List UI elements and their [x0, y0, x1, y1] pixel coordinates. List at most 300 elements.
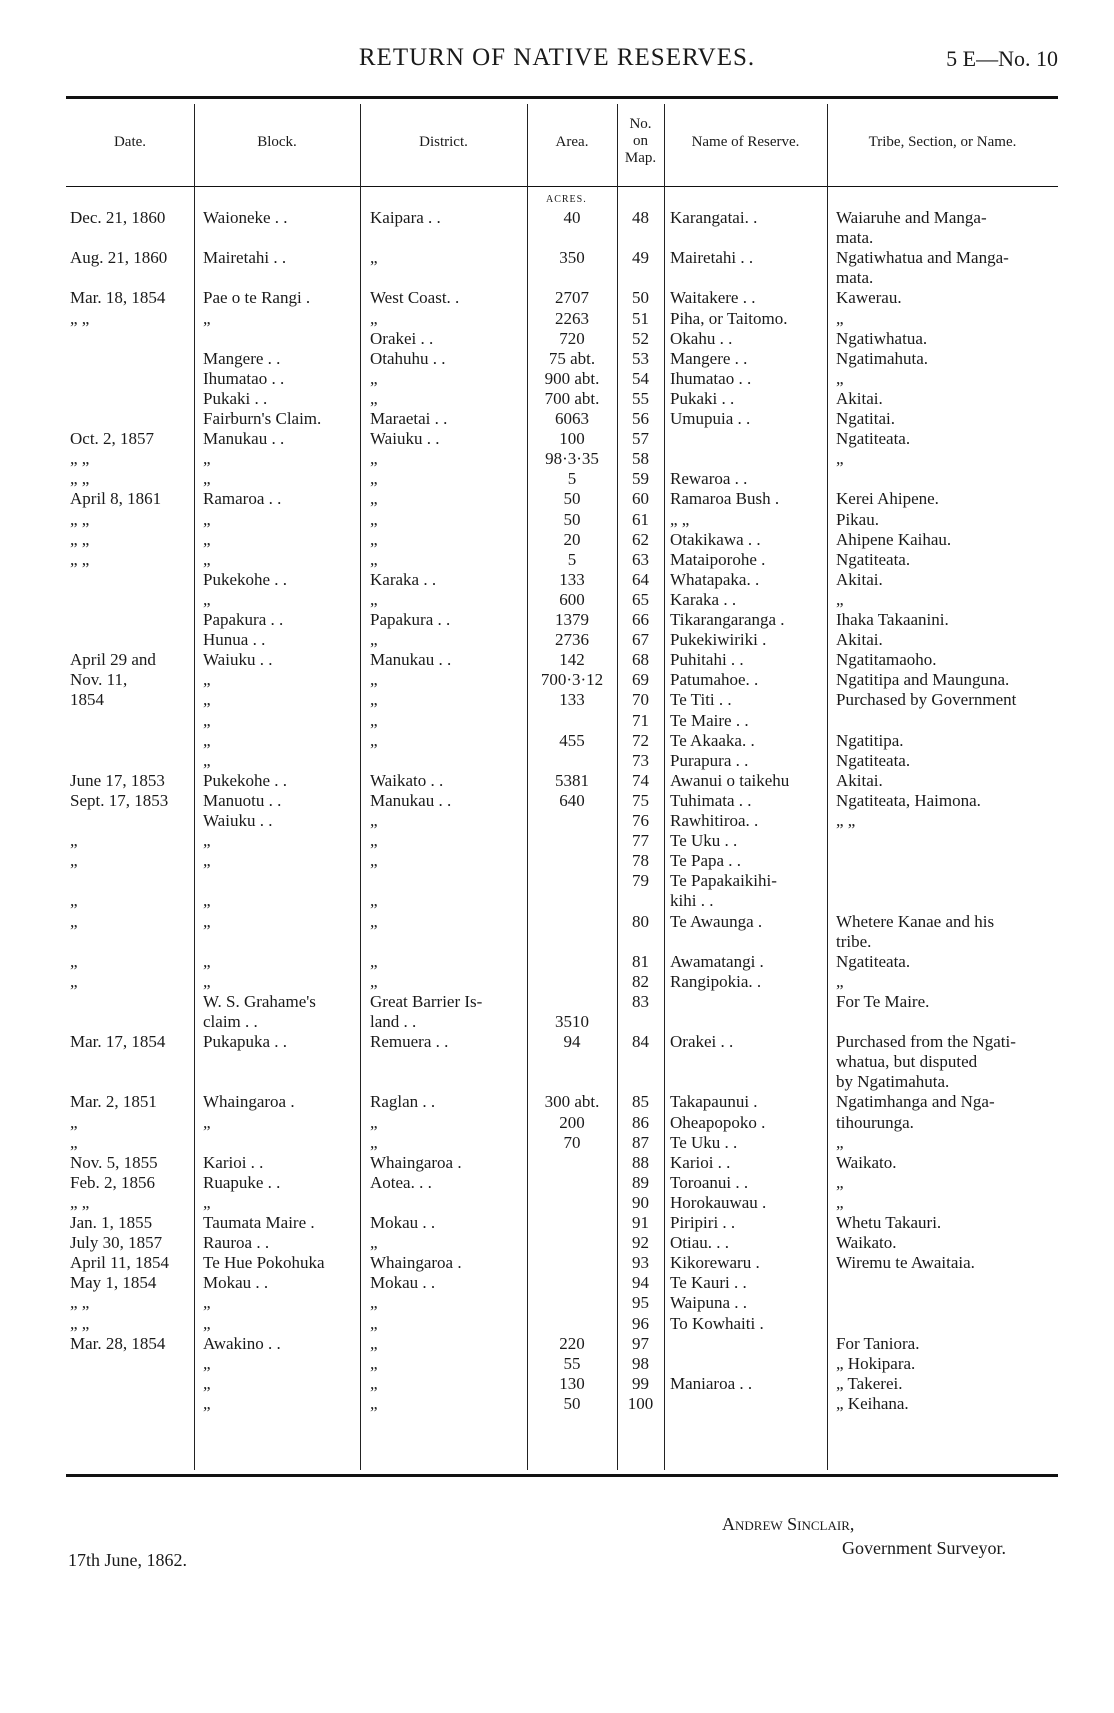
cell-tribe: Ngatiteata.: [836, 429, 911, 449]
cell-name: Whatapaka. .: [670, 569, 760, 589]
cell-tribe: „: [836, 368, 844, 388]
cell-area: 1379: [555, 610, 589, 629]
cell-tribe: Purchased by Government: [836, 690, 1017, 710]
cell-block: Papakura . .: [203, 610, 284, 629]
cell-block: Mangere . .: [203, 348, 281, 368]
cell-name: Karangatai. .: [670, 208, 758, 227]
cell-area: 55: [563, 1353, 581, 1373]
cell-no: 49: [632, 248, 649, 268]
cell-tribe: „: [836, 308, 844, 328]
cell-district: „: [370, 308, 378, 328]
column-header-area: Area.: [555, 134, 589, 150]
cell-name: kihi . .: [670, 891, 714, 911]
cell-no: 63: [632, 549, 649, 569]
cell-district: „: [370, 1353, 378, 1373]
cell-block: Pukekohe . .: [203, 770, 288, 790]
cell-no: 94: [632, 1273, 649, 1293]
cell-block: Waioneke . .: [203, 208, 288, 227]
cell-block: „: [203, 529, 211, 549]
cell-district: „: [370, 1233, 378, 1253]
cell-date: „ „: [70, 469, 90, 489]
cell-district: West Coast. .: [370, 288, 460, 308]
cell-no: 98: [632, 1353, 649, 1373]
cell-no: 88: [632, 1152, 649, 1172]
cell-block: Mairetahi . .: [203, 248, 287, 268]
cell-district: „: [370, 1293, 378, 1313]
cell-district: Raglan . .: [370, 1092, 436, 1112]
cell-district: „: [370, 489, 378, 509]
cell-block: Manukau . .: [203, 429, 285, 449]
cell-block: „: [203, 971, 211, 991]
cell-district: „: [370, 971, 378, 991]
cell-name: Piripiri . .: [670, 1213, 736, 1232]
cell-name: Puhitahi . .: [670, 650, 744, 670]
cell-block: „: [203, 831, 211, 851]
cell-area: 700·3·12: [540, 670, 604, 690]
cell-district: „: [370, 509, 378, 529]
cell-tribe: tihourunga.: [836, 1112, 914, 1132]
cell-no: 54: [632, 368, 649, 388]
cell-block: „: [203, 911, 211, 931]
cell-area: 75 abt.: [548, 348, 596, 368]
cell-name: Waitakere . .: [670, 288, 756, 308]
cell-date: Jan. 1, 1855: [70, 1213, 153, 1232]
cell-date: Aug. 21, 1860: [70, 248, 168, 268]
cell-area: 70: [563, 1132, 581, 1152]
cell-tribe: „: [836, 1172, 844, 1192]
column-header-name: Name of Reserve.: [691, 134, 800, 150]
cell-area: 455: [559, 730, 585, 750]
cell-block: Ramaroa . .: [203, 489, 282, 509]
cell-area: 220: [559, 1333, 585, 1353]
cell-district: „: [370, 549, 378, 569]
cell-date: Sept. 17, 1853: [70, 790, 169, 810]
cell-district: „: [370, 1132, 378, 1152]
cell-tribe: Ngatiwhatua and Manga-: [836, 248, 1009, 268]
cell-tribe: „ Hokipara.: [836, 1353, 916, 1373]
cell-no: 93: [632, 1253, 649, 1273]
signature-name: Andrew Sinclair,: [722, 1514, 855, 1534]
cell-no: 82: [632, 971, 649, 991]
cell-name: Okahu . .: [670, 328, 733, 348]
cell-date: „: [70, 911, 78, 931]
footer-date: 17th June, 1862.: [68, 1550, 187, 1570]
cell-no: 84: [632, 1032, 649, 1052]
cell-name: Karaka . .: [670, 589, 737, 609]
cell-block: Ruapuke . .: [203, 1172, 281, 1192]
cell-district: Kaipara . .: [370, 208, 441, 227]
cell-name: Karioi . .: [670, 1152, 731, 1172]
cell-tribe: Ngatimahuta.: [836, 348, 929, 368]
cell-tribe: Wiremu te Awaitaia.: [836, 1253, 975, 1273]
cell-tribe: Akitai.: [836, 388, 883, 408]
cell-no: 95: [632, 1293, 649, 1313]
cell-district: „: [370, 589, 378, 609]
cell-block: „: [203, 670, 211, 690]
cell-tribe: Whetere Kanae and his: [836, 911, 995, 931]
cell-block: Hunua . .: [203, 630, 266, 650]
cell-tribe: Akitai.: [836, 630, 883, 650]
cell-date: „: [70, 1132, 78, 1152]
cell-no: 85: [632, 1092, 649, 1112]
cell-block: Waiuku . .: [203, 811, 273, 830]
cell-block: „: [203, 1373, 211, 1393]
cell-tribe: „: [836, 1132, 844, 1152]
cell-date: Nov. 11,: [70, 670, 128, 690]
cell-tribe: Purchased from the Ngati-: [836, 1032, 1016, 1052]
cell-tribe: Akitai.: [836, 770, 883, 790]
cell-date: „ „: [70, 509, 90, 529]
cell-district: „: [370, 951, 378, 971]
column-header-district: District.: [419, 134, 468, 150]
cell-tribe: mata.: [836, 228, 874, 248]
cell-area: 640: [559, 790, 585, 810]
cell-block: Pae o te Rangi .: [203, 288, 311, 308]
cell-district: Papakura . .: [370, 610, 451, 629]
cell-tribe: Ngatitamaoho.: [836, 650, 937, 670]
cell-block: Ihumatao . .: [203, 368, 285, 388]
cell-tribe: mata.: [836, 268, 874, 288]
cell-name: Otiau. . .: [670, 1233, 730, 1253]
cell-district: Whaingaroa .: [370, 1253, 462, 1273]
cell-district: „: [370, 1393, 378, 1413]
cell-no: 87: [632, 1132, 649, 1152]
cell-no: 83: [632, 991, 649, 1011]
cell-date: Mar. 28, 1854: [70, 1333, 166, 1353]
cell-date: April 29 and: [70, 650, 156, 670]
top-rule: [66, 96, 1058, 99]
cell-tribe: Kerei Ahipene.: [836, 489, 939, 509]
cell-no: 90: [632, 1192, 649, 1212]
cell-no: 59: [632, 469, 649, 489]
cell-district: „: [370, 911, 378, 931]
cell-date: May 1, 1854: [70, 1273, 157, 1293]
cell-block: „: [203, 891, 211, 911]
cell-date: Feb. 2, 1856: [70, 1172, 155, 1192]
cell-name: Te Maire . .: [670, 710, 749, 730]
cell-name: Awanui o taikehu: [670, 770, 790, 790]
cell-district: Great Barrier Is-: [370, 991, 483, 1011]
cell-date: April 8, 1861: [70, 489, 162, 509]
cell-name: Mairetahi . .: [670, 248, 754, 268]
cell-area: 5: [567, 469, 577, 489]
cell-area: 6063: [555, 409, 589, 428]
cell-name: Te Papakaikihi-: [670, 871, 777, 891]
cell-area: 700 abt.: [544, 388, 600, 408]
cell-block: „: [203, 1393, 211, 1413]
cell-block: W. S. Grahame's: [203, 991, 316, 1011]
cell-area: 50: [563, 489, 581, 509]
cell-district: „: [370, 1333, 378, 1353]
cell-no: 58: [632, 449, 649, 469]
cell-name: Te Awaunga .: [670, 911, 763, 931]
cell-area: 720: [559, 328, 585, 348]
column-header-date: Date.: [113, 134, 147, 150]
cell-name: Rawhitiroa. .: [670, 811, 759, 830]
cell-area: 350: [559, 248, 585, 268]
cell-name: Piha, or Taitomo.: [670, 308, 788, 328]
cell-block: Rauroa . .: [203, 1233, 270, 1253]
cell-tribe: For Taniora.: [836, 1333, 920, 1353]
cell-district: „: [370, 529, 378, 549]
cell-date: „: [70, 951, 78, 971]
cell-date: 1854: [70, 690, 104, 710]
cell-no: 99: [632, 1373, 649, 1393]
cell-block: Waiuku . .: [203, 650, 273, 670]
cell-no: 79: [632, 871, 649, 891]
cell-block: „: [203, 951, 211, 971]
cell-area: 94: [563, 1032, 581, 1052]
cell-area: 300 abt.: [544, 1092, 600, 1112]
cell-date: Oct. 2, 1857: [70, 429, 155, 449]
cell-date: „: [70, 971, 78, 991]
cell-name: Pukekiwiriki .: [670, 630, 767, 650]
cell-area: 20: [563, 529, 581, 549]
cell-no: 57: [632, 429, 649, 449]
cell-district: „: [370, 851, 378, 871]
cell-district: „: [370, 1373, 378, 1393]
cell-district: Maraetai . .: [370, 409, 448, 428]
cell-block: „: [203, 549, 211, 569]
cell-block: „: [203, 730, 211, 750]
cell-district: Mokau . .: [370, 1213, 436, 1232]
cell-block: Pukaki . .: [203, 388, 268, 408]
col-divider-name-tribe: [827, 104, 828, 1470]
acres-unit-label: ACRES.: [546, 194, 587, 205]
cell-area: 133: [559, 690, 585, 710]
cell-no: 64: [632, 569, 649, 589]
cell-block: Te Hue Pokohuka: [203, 1253, 325, 1273]
cell-name: Oheapopoko .: [670, 1112, 766, 1132]
cell-area: 2736: [555, 630, 589, 650]
cell-no: 74: [632, 770, 649, 790]
cell-name: Te Uku . .: [670, 1132, 738, 1152]
cell-no: 56: [632, 409, 649, 428]
cell-tribe: Whetu Takauri.: [836, 1213, 942, 1232]
cell-date: Dec. 21, 1860: [70, 208, 166, 227]
cell-district: Orakei . .: [370, 328, 434, 348]
cell-name: Mataiporohe .: [670, 549, 766, 569]
cell-block: Taumata Maire .: [203, 1213, 315, 1232]
cell-district: „: [370, 449, 378, 469]
cell-name: „ „: [670, 509, 690, 529]
cell-no: 65: [632, 589, 649, 609]
cell-district: land . .: [370, 1012, 417, 1031]
cell-date: „ „: [70, 1313, 90, 1333]
cell-date: „: [70, 1112, 78, 1132]
cell-date: Mar. 2, 1851: [70, 1092, 157, 1112]
cell-block: „: [203, 589, 211, 609]
cell-no: 72: [632, 730, 649, 750]
col-divider-block-district: [360, 104, 361, 1470]
cell-area: 98·3·35: [545, 449, 599, 469]
cell-block: „: [203, 750, 211, 770]
cell-name: Awamatangi .: [670, 951, 764, 971]
cell-no: 68: [632, 650, 649, 670]
cell-tribe: „ Keihana.: [836, 1393, 909, 1413]
cell-no: 76: [632, 811, 649, 830]
cell-block: „: [203, 1313, 211, 1333]
cell-name: Waipuna . .: [670, 1293, 747, 1313]
cell-date: „ „: [70, 1192, 90, 1212]
cell-tribe: „: [836, 1192, 844, 1212]
cell-no: 77: [632, 831, 649, 851]
cell-name: Toroanui . .: [670, 1172, 749, 1192]
cell-name: Te Akaaka. .: [670, 730, 755, 750]
cell-block: Pukekohe . .: [203, 569, 288, 589]
cell-area: 900 abt.: [544, 368, 600, 388]
cell-block: „: [203, 1293, 211, 1313]
cell-area: 2707: [555, 288, 589, 308]
cell-date: „ „: [70, 1293, 90, 1313]
cell-block: „: [203, 469, 211, 489]
cell-no: 71: [632, 710, 649, 730]
cell-area: 3510: [555, 1012, 589, 1031]
cell-name: Te Uku . .: [670, 831, 738, 851]
cell-no: 80: [632, 911, 649, 931]
cell-tribe: tribe.: [836, 931, 872, 951]
cell-area: 200: [559, 1112, 585, 1132]
column-header-no-line3: Map.: [624, 150, 657, 166]
cell-district: „: [370, 388, 378, 408]
cell-area: 133: [559, 569, 585, 589]
cell-tribe: „: [836, 589, 844, 609]
cell-tribe: Ngatiteata, Haimona.: [836, 790, 981, 810]
cell-name: Rewaroa . .: [670, 469, 748, 489]
cell-tribe: Ahipene Kaihau.: [836, 529, 952, 549]
cell-block: Manuotu . .: [203, 790, 282, 810]
cell-name: To Kowhaiti .: [670, 1313, 764, 1333]
cell-no: 60: [632, 489, 649, 509]
cell-no: 51: [632, 308, 649, 328]
cell-no: 62: [632, 529, 649, 549]
cell-no: 86: [632, 1112, 649, 1132]
cell-block: „: [203, 710, 211, 730]
cell-name: Purapura . .: [670, 750, 749, 770]
cell-name: Pukaki . .: [670, 388, 735, 408]
cell-no: 69: [632, 670, 649, 690]
cell-block: Awakino . .: [203, 1333, 281, 1353]
page-reference: 5 E—No. 10: [946, 46, 1058, 71]
cell-block: claim . .: [203, 1012, 258, 1031]
header-rule: [66, 186, 1058, 187]
cell-no: 61: [632, 509, 649, 529]
column-header-block: Block.: [257, 134, 297, 150]
page-title: RETURN OF NATIVE RESERVES.: [358, 44, 756, 71]
cell-district: „: [370, 368, 378, 388]
cell-name: Takapaunui .: [670, 1092, 758, 1112]
cell-district: „: [370, 469, 378, 489]
cell-tribe: Waiaruhe and Manga-: [836, 208, 987, 227]
column-header-no-on-map: [617, 116, 664, 167]
cell-block: „: [203, 1353, 211, 1373]
cell-tribe: Ngatiteata.: [836, 549, 911, 569]
cell-tribe: whatua, but disputed: [836, 1052, 978, 1072]
bottom-rule: [66, 1474, 1058, 1477]
cell-block: „: [203, 851, 211, 871]
cell-block: Karioi . .: [203, 1152, 264, 1172]
cell-no: 81: [632, 951, 649, 971]
cell-date: „ „: [70, 529, 90, 549]
cell-no: 53: [632, 348, 649, 368]
cell-date: April 11, 1854: [70, 1253, 170, 1273]
cell-district: „: [370, 831, 378, 851]
cell-name: Te Kauri . .: [670, 1273, 747, 1293]
column-header-no-line2: on: [633, 133, 648, 149]
cell-district: „: [370, 690, 378, 710]
cell-no: 70: [632, 690, 649, 710]
cell-tribe: Ngatitipa.: [836, 730, 904, 750]
cell-tribe: „: [836, 971, 844, 991]
cell-tribe: Waikato.: [836, 1152, 897, 1172]
cell-name: Horokauwau .: [670, 1192, 767, 1212]
cell-name: Rangipokia. .: [670, 971, 762, 991]
cell-district: Aotea. . .: [370, 1172, 432, 1192]
cell-name: Patumahoe. .: [670, 670, 759, 690]
cell-area: 600: [559, 589, 585, 609]
cell-no: 75: [632, 790, 649, 810]
cell-no: 96: [632, 1313, 649, 1333]
cell-name: Te Papa . .: [670, 851, 742, 871]
cell-tribe: „: [836, 449, 844, 469]
column-header-tribe: Tribe, Section, or Name.: [868, 134, 1017, 150]
cell-tribe: by Ngatimahuta.: [836, 1072, 950, 1092]
cell-area: 2263: [555, 308, 589, 328]
cell-no: 92: [632, 1233, 649, 1253]
cell-district: „: [370, 1112, 378, 1132]
cell-area: 142: [559, 650, 585, 670]
cell-tribe: For Te Maire.: [836, 991, 930, 1011]
cell-area: 50: [563, 509, 581, 529]
cell-district: Waikato . .: [370, 770, 444, 790]
cell-district: „: [370, 1313, 378, 1333]
cell-tribe: Ngatiwhatua.: [836, 328, 928, 348]
cell-name: Tikarangaranga .: [670, 610, 785, 629]
cell-no: 48: [632, 208, 649, 227]
cell-tribe: Waikato.: [836, 1233, 897, 1253]
cell-date: „: [70, 851, 78, 871]
cell-district: Otahuhu . .: [370, 348, 446, 368]
cell-no: 97: [632, 1333, 649, 1353]
cell-block: „: [203, 449, 211, 469]
cell-district: „: [370, 248, 378, 268]
col-divider-date-block: [194, 104, 195, 1470]
cell-name: Te Titi . .: [670, 690, 732, 710]
cell-no: 78: [632, 851, 649, 871]
signature-title: Government Surveyor.: [842, 1538, 1006, 1558]
cell-block: „: [203, 308, 211, 328]
cell-name: Umupuia . .: [670, 409, 751, 428]
cell-area: 5381: [555, 770, 589, 790]
cell-no: 89: [632, 1172, 649, 1192]
cell-date: „ „: [70, 549, 90, 569]
cell-name: Kikorewaru .: [670, 1253, 760, 1273]
cell-block: „: [203, 1112, 211, 1132]
page-header: [0, 44, 1114, 84]
cell-district: „: [370, 730, 378, 750]
cell-district: Karaka . .: [370, 569, 437, 589]
cell-date: Nov. 5, 1855: [70, 1152, 158, 1172]
cell-name: Maniaroa . .: [670, 1373, 753, 1393]
cell-district: „: [370, 710, 378, 730]
cell-no: 100: [627, 1393, 654, 1413]
cell-block: Pukapuka . .: [203, 1032, 288, 1052]
cell-block: Fairburn's Claim.: [203, 409, 322, 428]
cell-date: „: [70, 831, 78, 851]
cell-tribe: Ngatiteata.: [836, 951, 911, 971]
cell-no: 73: [632, 750, 649, 770]
cell-district: Manukau . .: [370, 790, 452, 810]
